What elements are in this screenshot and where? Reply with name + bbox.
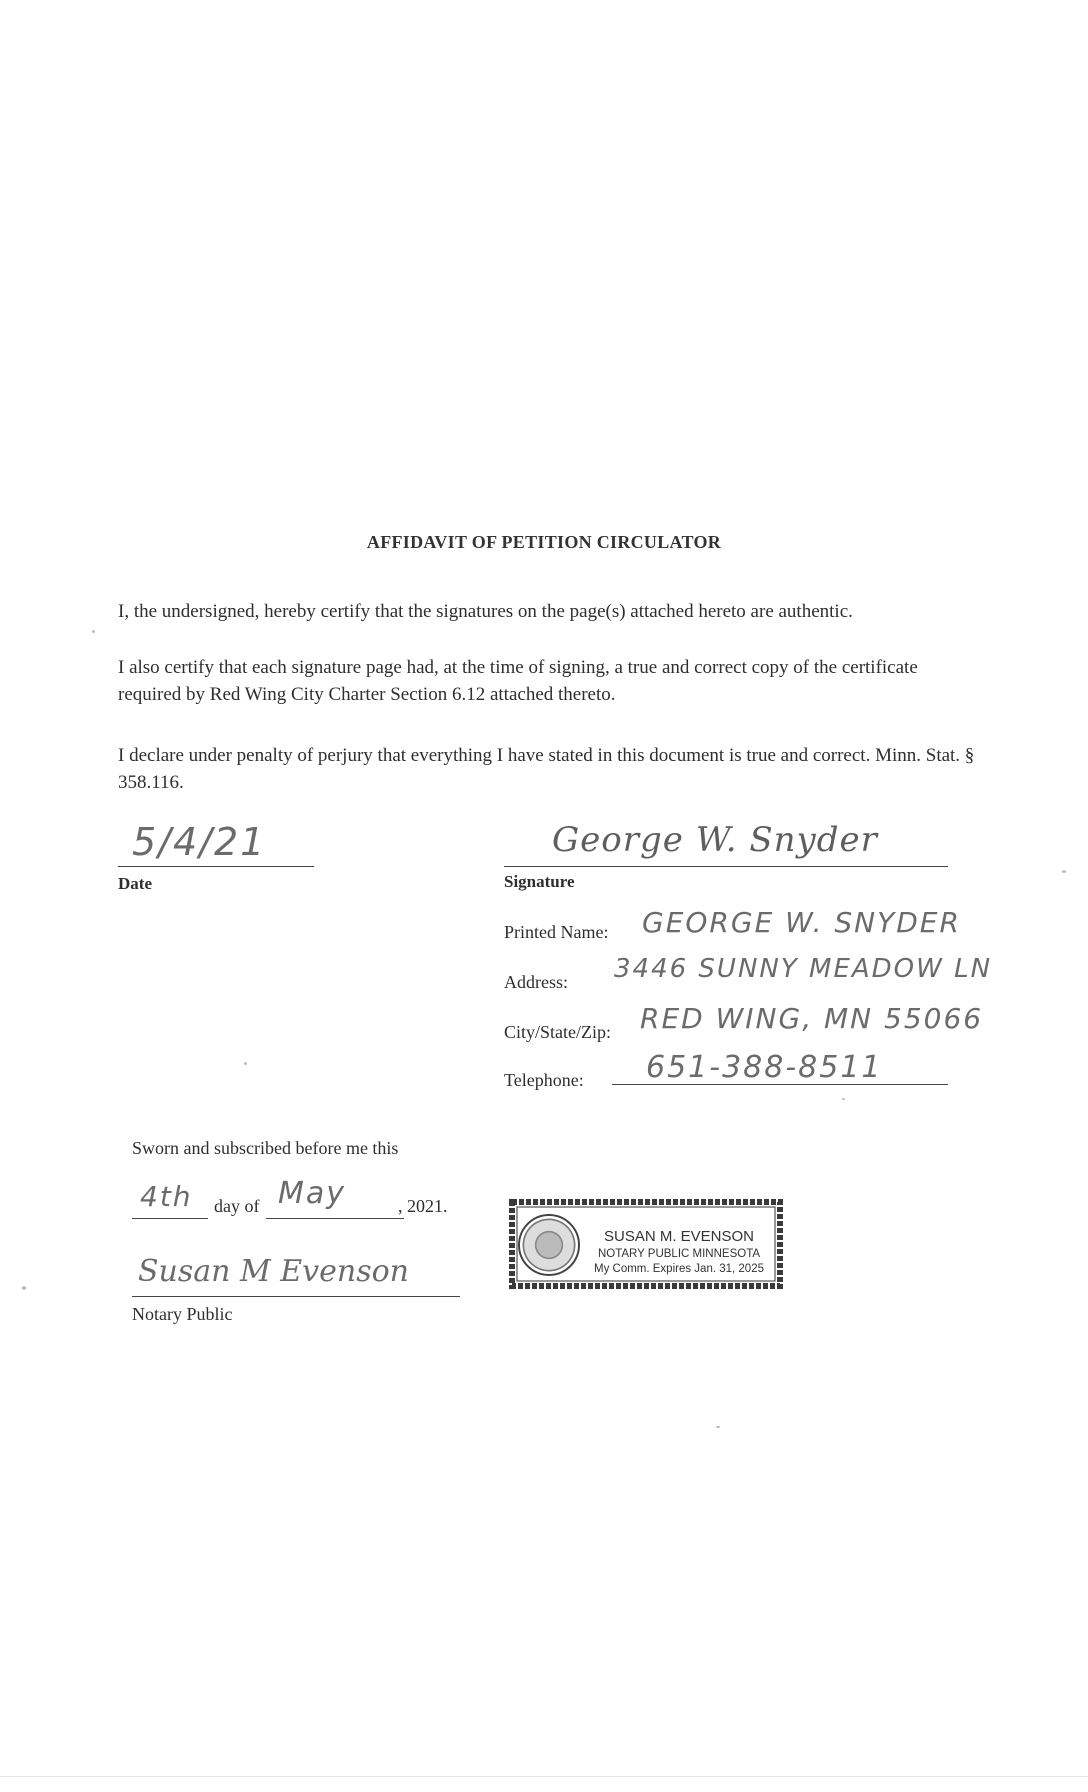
scan-speck	[1062, 870, 1066, 873]
notary-day-value: 4th	[140, 1180, 193, 1213]
notary-signature: Susan M Evenson	[138, 1254, 409, 1289]
notary-public-label: Notary Public	[132, 1304, 233, 1324]
notary-month-value: May	[278, 1176, 347, 1211]
day-line	[132, 1218, 208, 1219]
signature-label: Signature	[504, 872, 575, 891]
scan-speck	[244, 1062, 247, 1065]
scan-speck	[92, 630, 95, 633]
printed-name-label: Printed Name:	[504, 922, 609, 942]
date-label: Date	[118, 874, 152, 893]
notary-signature-line	[132, 1296, 460, 1297]
signature-line	[504, 866, 948, 867]
notary-seal-icon	[518, 1214, 580, 1276]
address-label: Address:	[504, 972, 568, 992]
sworn-text: Sworn and subscribed before me this	[132, 1138, 399, 1158]
telephone-label: Telephone:	[504, 1070, 584, 1090]
year-text: , 2021.	[398, 1196, 448, 1216]
document-title: AFFIDAVIT OF PETITION CIRCULATOR	[366, 532, 722, 552]
stamp-name: SUSAN M. EVENSON	[603, 1228, 755, 1245]
scan-speck	[22, 1286, 26, 1290]
circulator-signature: George W. Snyder	[552, 820, 878, 860]
scan-speck	[842, 1098, 845, 1100]
month-line	[266, 1218, 404, 1219]
scan-speck	[716, 1426, 720, 1428]
city-state-zip-label: City/State/Zip:	[504, 1022, 611, 1042]
address-value: 3446 SUNNY MEADOW LN	[614, 954, 993, 984]
day-of-text: day of	[214, 1196, 260, 1216]
certify-paragraph-1: I, the undersigned, hereby certify that the signatures on the page(s) attached hereto are authentic.	[118, 601, 853, 622]
declare-paragraph: I declare under penalty of perjury that everything I have stated in this document is true and correct. Minn. Stat. § 358.116.	[118, 745, 975, 793]
date-line	[118, 866, 314, 867]
city-state-zip-value: RED WING, MN 55066	[640, 1002, 984, 1035]
page-bottom-edge	[0, 1776, 1088, 1777]
stamp-expires: My Comm. Expires Jan. 31, 2025	[593, 1263, 764, 1275]
telephone-value: 651-388-8511	[646, 1050, 883, 1085]
telephone-line	[612, 1084, 948, 1085]
printed-name-value: GEORGE W. SNYDER	[642, 906, 961, 939]
date-value: 5/4/21	[132, 820, 267, 864]
certify-paragraph-2: I also certify that each signature page had, at the time of signing, a true and correct copy of the certificate required by Red Wing City Charter Section 6.12 attached thereto.	[118, 657, 918, 705]
stamp-title: NOTARY PUBLIC MINNESOTA	[597, 1248, 761, 1260]
